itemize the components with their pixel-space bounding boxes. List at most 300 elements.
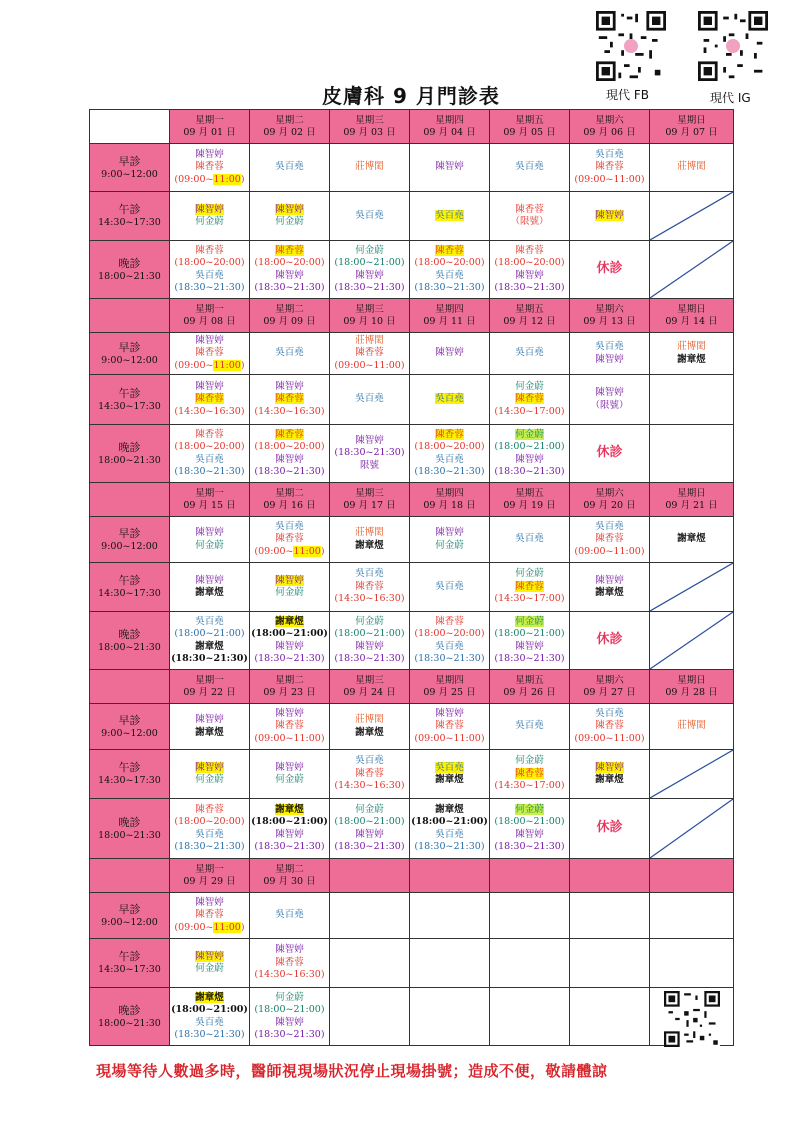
schedule-cell <box>570 704 650 750</box>
empty-cell <box>490 893 570 939</box>
doctor-line <box>170 909 249 922</box>
day-header <box>330 110 410 144</box>
schedule-cell <box>650 517 734 563</box>
doctor-line <box>570 546 649 559</box>
doctor-line <box>250 454 329 467</box>
empty-cell <box>410 939 490 988</box>
qr-ig-label: 現代 IG <box>710 91 751 105</box>
doctor-text: 陳智婷 <box>595 761 624 773</box>
doctor-line <box>170 951 249 964</box>
doctor-text: 莊博閎 <box>355 527 384 538</box>
schedule-cell <box>570 144 650 192</box>
doctor-line <box>250 653 329 666</box>
date-label: 09 月 14 日 <box>665 315 718 327</box>
doctor-line <box>330 282 409 295</box>
doctor-line <box>490 406 569 419</box>
doctor-text: 何金蔚 <box>275 774 304 785</box>
doctor-text: 吳百堯 <box>355 393 384 405</box>
day-header <box>650 670 734 704</box>
date-label: 09 月 06 日 <box>583 126 636 138</box>
doctor-line <box>250 533 329 546</box>
doctor-line <box>410 282 489 295</box>
doctor-line <box>250 381 329 394</box>
doctor-text: 陳香蓉 <box>275 720 304 732</box>
doctor-line <box>250 347 329 360</box>
doctor-line <box>170 204 249 217</box>
doctor-text: (18:00~20:00) <box>174 257 245 268</box>
weekday-label: 星期一 <box>195 114 224 126</box>
day-header <box>650 859 734 893</box>
date-label: 09 月 24 日 <box>343 686 396 698</box>
schedule-cell <box>490 750 570 799</box>
schedule-cell <box>250 939 330 988</box>
doctor-text: (09:00~11:00) <box>254 732 325 744</box>
doctor-line <box>250 161 329 174</box>
session-time: 14:30~17:30 <box>98 588 161 599</box>
schedule-cell <box>490 799 570 859</box>
empty-cell <box>650 893 734 939</box>
doctor-text: (18:30~21:30) <box>334 653 405 664</box>
session-name: 早診 <box>118 526 141 540</box>
doctor-line <box>330 360 409 373</box>
schedule-cell <box>410 612 490 670</box>
doctor-line <box>330 780 409 793</box>
session-row <box>90 375 734 425</box>
doctor-line <box>170 841 249 854</box>
doctor-line <box>250 992 329 1005</box>
doctor-line <box>170 335 249 348</box>
doctor-line <box>330 161 409 174</box>
doctor-text: 陳智婷 <box>195 334 224 346</box>
session-time: 18:00~21:30 <box>98 270 161 282</box>
schedule-cell <box>570 333 650 375</box>
doctor-line <box>570 774 649 787</box>
doctor-line <box>250 1029 329 1042</box>
doctor-line <box>170 816 249 829</box>
weekday-label: 星期六 <box>595 674 624 686</box>
doctor-line <box>570 587 649 600</box>
doctor-text: (18:00~20:00) <box>414 257 485 268</box>
doctor-text: 吳百堯 <box>355 755 384 767</box>
session-row <box>90 425 734 483</box>
doctor-line <box>250 616 329 629</box>
doctor-line <box>330 581 409 594</box>
doctor-line <box>490 441 569 454</box>
doctor-line <box>410 393 489 406</box>
day-header <box>170 670 250 704</box>
session-row <box>90 799 734 859</box>
doctor-text: 吳百堯 <box>275 909 304 921</box>
date-label: 09 月 27 日 <box>583 686 636 698</box>
session-name: 晚診 <box>118 440 141 454</box>
doctor-line <box>250 466 329 479</box>
schedule-cell <box>570 750 650 799</box>
schedule-cell <box>170 893 250 939</box>
date-label: 09 月 05 日 <box>503 126 556 138</box>
weekday-label: 星期四 <box>435 487 464 499</box>
doctor-text: 陳香蓉 <box>195 428 224 440</box>
doctor-text: （限號） <box>590 399 629 411</box>
doctor-text: 吳百堯 <box>275 161 304 173</box>
doctor-text: 莊博閎 <box>355 714 384 725</box>
schedule-cell <box>490 563 570 612</box>
schedule-cell <box>330 333 410 375</box>
doctor-line <box>410 270 489 283</box>
doctor-text: 謝章煜 <box>355 726 384 738</box>
doctor-text: 何金蔚 <box>195 216 224 227</box>
schedule-cell <box>490 192 570 241</box>
highlighted-time: 11:00 <box>213 921 241 933</box>
doctor-text: 何金蔚 <box>515 755 544 767</box>
doctor-line <box>170 762 249 775</box>
doctor-text: (14:30~17:00) <box>494 593 565 605</box>
doctor-text: 何金蔚 <box>355 803 384 815</box>
weekday-label: 星期三 <box>355 303 384 315</box>
schedule-cell <box>250 517 330 563</box>
date-label: 09 月 25 日 <box>423 686 476 698</box>
doctor-line <box>330 804 409 817</box>
session-row <box>90 704 734 750</box>
day-header <box>250 299 330 333</box>
doctor-line <box>170 466 249 479</box>
doctor-text: 吳百堯 <box>435 640 464 652</box>
doctor-text: 吳百堯 <box>515 720 544 732</box>
doctor-line <box>250 406 329 419</box>
doctor-text: (18:30~21:30) <box>254 841 325 852</box>
qr-code-icon <box>596 11 666 81</box>
doctor-line <box>490 581 569 594</box>
date-label: 09 月 12 日 <box>503 315 556 327</box>
doctor-line <box>410 347 489 360</box>
doctor-text: 陳香蓉 <box>515 244 544 256</box>
doctor-text: 陳智婷 <box>435 527 464 538</box>
date-label: 09 月 02 日 <box>263 126 316 138</box>
doctor-line <box>490 216 569 229</box>
session-label <box>90 750 170 799</box>
doctor-text: 謝章煜 <box>595 774 624 785</box>
doctor-line <box>570 708 649 721</box>
weekday-label: 星期二 <box>275 863 304 875</box>
doctor-text: 陳香蓉 <box>595 161 624 173</box>
doctor-text: 陳智婷 <box>595 387 624 398</box>
doctor-line <box>250 245 329 258</box>
session-label <box>90 425 170 483</box>
doctor-text: 謝章煜 <box>355 539 384 551</box>
doctor-line <box>570 733 649 746</box>
doctor-text: 吳百堯 <box>195 453 224 465</box>
doctor-text: (18:30~21:30) <box>414 466 485 477</box>
doctor-line <box>330 616 409 629</box>
doctor-line <box>410 245 489 258</box>
schedule-cell <box>410 192 490 241</box>
doctor-text: (18:30~21:30) <box>494 841 565 852</box>
doctor-line <box>250 204 329 217</box>
doctor-line <box>490 282 569 295</box>
closed-label: 休診 <box>596 819 623 835</box>
doctor-line <box>170 282 249 295</box>
doctor-line <box>490 533 569 546</box>
doctor-text: 陳香蓉 <box>435 720 464 732</box>
date-label: 09 月 29 日 <box>183 875 236 887</box>
session-name: 早診 <box>118 713 141 727</box>
doctor-line <box>650 354 733 367</box>
session-row <box>90 988 734 1046</box>
doctor-text: 陳香蓉 <box>515 767 544 779</box>
doctor-text: 陳智婷 <box>195 761 224 773</box>
doctor-text: 謝章煜 <box>275 803 304 815</box>
session-label <box>90 704 170 750</box>
doctor-line <box>250 521 329 534</box>
doctor-text: 吳百堯 <box>275 520 304 532</box>
date-label: 09 月 18 日 <box>423 499 476 511</box>
doctor-text: (18:00~21:00) <box>411 816 488 827</box>
doctor-line <box>410 829 489 842</box>
doctor-text: 限號 <box>359 459 379 471</box>
doctor-line <box>170 727 249 740</box>
doctor-text: 陳香蓉 <box>195 244 224 256</box>
doctor-text: 吳百堯 <box>195 828 224 840</box>
session-name: 午診 <box>118 761 141 774</box>
doctor-line <box>330 628 409 641</box>
session-row <box>90 893 734 939</box>
unavailable-cell <box>650 241 734 299</box>
empty-cell <box>410 893 490 939</box>
schedule-cell <box>170 517 250 563</box>
schedule-cell <box>410 750 490 799</box>
doctor-line <box>330 641 409 654</box>
doctor-text: 陳香蓉 <box>195 803 224 815</box>
day-header <box>170 299 250 333</box>
doctor-line <box>250 804 329 817</box>
weekday-label: 星期一 <box>195 674 224 686</box>
weekday-label: 星期一 <box>195 863 224 875</box>
doctor-line <box>170 174 249 187</box>
week-header-row <box>90 859 734 893</box>
doctor-text: 陳智婷 <box>275 1016 304 1028</box>
doctor-text: 吳百堯 <box>435 269 464 281</box>
doctor-line <box>410 257 489 270</box>
doctor-text: 陳智婷 <box>195 896 224 908</box>
doctor-line <box>330 435 409 448</box>
doctor-text: (09:00~ <box>174 359 214 371</box>
doctor-line <box>490 245 569 258</box>
doctor-line <box>250 546 329 559</box>
empty-cell <box>650 375 734 425</box>
date-label: 09 月 13 日 <box>583 315 636 327</box>
doctor-line <box>250 216 329 229</box>
schedule-cell <box>410 704 490 750</box>
schedule-cell <box>170 425 250 483</box>
doctor-line <box>250 429 329 442</box>
weekday-label: 星期五 <box>515 674 544 686</box>
empty-cell <box>650 939 734 988</box>
weekday-label: 星期五 <box>515 487 544 499</box>
doctor-line <box>490 466 569 479</box>
session-row <box>90 333 734 375</box>
doctor-line <box>490 720 569 733</box>
doctor-line <box>330 257 409 270</box>
schedule-cell <box>410 563 490 612</box>
doctor-line <box>410 429 489 442</box>
doctor-line <box>330 568 409 581</box>
empty-cell <box>570 988 650 1046</box>
doctor-text: (18:00~21:00) <box>494 816 565 827</box>
doctor-line <box>170 149 249 162</box>
doctor-line <box>170 540 249 553</box>
doctor-line <box>570 210 649 223</box>
doctor-line <box>170 963 249 976</box>
doctor-text: 吳百堯 <box>515 161 544 173</box>
doctor-text: (18:00~21:00) <box>334 816 405 827</box>
doctor-line <box>410 733 489 746</box>
doctor-text: (09:00~ <box>174 173 214 185</box>
doctor-text: 陳智婷 <box>195 148 224 160</box>
weekday-label: 星期六 <box>595 114 624 126</box>
doctor-text: 何金蔚 <box>515 803 544 815</box>
doctor-text: 何金蔚 <box>195 963 224 974</box>
doctor-line <box>570 521 649 534</box>
schedule-cell <box>490 333 570 375</box>
schedule-cell <box>170 563 250 612</box>
doctor-line <box>170 441 249 454</box>
schedule-cell <box>330 517 410 563</box>
doctor-text: 陳智婷 <box>275 453 304 465</box>
day-header <box>410 670 490 704</box>
day-header <box>250 670 330 704</box>
weekday-label: 星期二 <box>275 114 304 126</box>
doctor-text: 陳香蓉 <box>355 580 384 592</box>
schedule-cell <box>330 425 410 483</box>
weekday-label: 星期日 <box>677 114 706 126</box>
day-header <box>490 110 570 144</box>
session-time: 18:00~21:30 <box>98 829 161 841</box>
doctor-line <box>170 393 249 406</box>
doctor-text: 謝章煜 <box>677 533 706 545</box>
schedule-cell <box>410 241 490 299</box>
doctor-line <box>170 1029 249 1042</box>
session-name: 早診 <box>118 154 141 168</box>
schedule-cell <box>570 563 650 612</box>
closed-label: 休診 <box>596 260 623 276</box>
doctor-text: (18:00~20:00) <box>414 628 485 639</box>
header-corner <box>90 110 170 144</box>
doctor-text: 陳智婷 <box>275 269 304 281</box>
doctor-line <box>330 841 409 854</box>
doctor-line <box>490 804 569 817</box>
session-time: 18:00~21:30 <box>98 1017 161 1029</box>
schedule-cell <box>250 241 330 299</box>
doctor-line <box>250 774 329 787</box>
doctor-text: 陳智婷 <box>595 209 624 221</box>
doctor-line <box>250 957 329 970</box>
doctor-text: 陳智婷 <box>195 380 224 392</box>
schedule-cell <box>170 375 250 425</box>
doctor-line <box>490 381 569 394</box>
doctor-line <box>490 841 569 854</box>
doctor-text: 莊博閎 <box>355 334 384 346</box>
doctor-line <box>330 347 409 360</box>
day-header <box>410 110 490 144</box>
session-time: 14:30~17:30 <box>98 217 161 228</box>
doctor-text: 何金蔚 <box>515 615 544 627</box>
doctor-text: (18:30~21:30) <box>171 653 248 664</box>
doctor-text: (18:30~21:30) <box>334 282 405 293</box>
unavailable-cell <box>650 750 734 799</box>
doctor-line <box>490 780 569 793</box>
doctor-line <box>250 969 329 982</box>
doctor-line <box>650 341 733 354</box>
date-label: 09 月 15 日 <box>183 499 236 511</box>
schedule-cell <box>330 750 410 799</box>
day-header <box>490 859 570 893</box>
doctor-line <box>330 816 409 829</box>
doctor-line <box>410 708 489 721</box>
doctor-line <box>250 641 329 654</box>
schedule-cell <box>250 333 330 375</box>
session-row <box>90 563 734 612</box>
date-label: 09 月 17 日 <box>343 499 396 511</box>
doctor-text: 陳智婷 <box>515 453 544 465</box>
schedule-cell <box>570 517 650 563</box>
doctor-line <box>410 616 489 629</box>
highlighted-time: 11:00 <box>213 359 241 371</box>
doctor-text: 陳香蓉 <box>195 347 224 359</box>
weekday-label: 星期五 <box>515 303 544 315</box>
doctor-line <box>570 533 649 546</box>
doctor-text: (18:30~21:30) <box>174 841 245 852</box>
doctor-text: 陳香蓉 <box>595 533 624 545</box>
schedule-cell <box>410 375 490 425</box>
session-name: 晚診 <box>118 1003 141 1017</box>
doctor-line <box>170 161 249 174</box>
doctor-line <box>410 816 489 829</box>
doctor-line <box>410 841 489 854</box>
session-label <box>90 192 170 241</box>
session-label <box>90 612 170 670</box>
doctor-text: (18:00~20:00) <box>494 257 565 268</box>
day-header <box>570 299 650 333</box>
doctor-text: 陳智婷 <box>435 707 464 719</box>
doctor-text: (18:30~21:30) <box>414 841 485 852</box>
doctor-text: (09:00~11:00) <box>414 732 485 744</box>
doctor-text: (18:30~21:30) <box>254 1029 325 1040</box>
doctor-text: 陳智婷 <box>195 527 224 538</box>
doctor-text: 陳智婷 <box>355 828 384 840</box>
doctor-text: 陳智婷 <box>275 640 304 652</box>
date-label: 09 月 22 日 <box>183 686 236 698</box>
schedule-cell <box>170 241 250 299</box>
closed-label: 休診 <box>596 444 623 460</box>
session-row <box>90 192 734 241</box>
doctor-text: 吳百堯 <box>595 341 624 352</box>
doctor-text: (09:00~11:00) <box>574 545 645 557</box>
doctor-line <box>490 257 569 270</box>
doctor-line <box>170 245 249 258</box>
empty-cell <box>410 988 490 1046</box>
doctor-text: 陳智婷 <box>355 640 384 652</box>
doctor-text: (09:00~ <box>254 545 294 557</box>
doctor-line <box>250 816 329 829</box>
doctor-line <box>170 270 249 283</box>
doctor-line <box>490 653 569 666</box>
doctor-text: (18:30~21:30) <box>414 653 485 664</box>
doctor-line <box>650 720 733 733</box>
schedule-cell <box>250 612 330 670</box>
session-name: 晚診 <box>118 627 141 641</box>
schedule-cell <box>330 799 410 859</box>
doctor-line <box>250 708 329 721</box>
schedule-cell <box>490 704 570 750</box>
